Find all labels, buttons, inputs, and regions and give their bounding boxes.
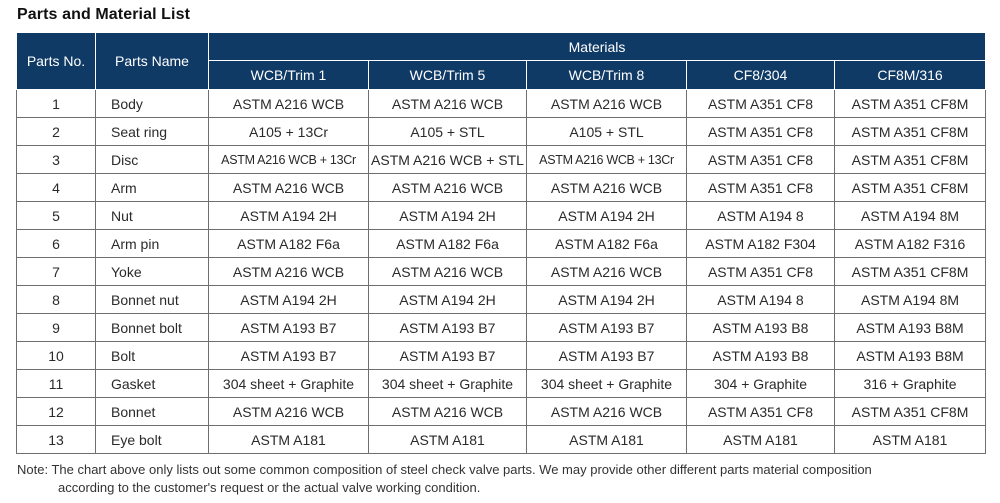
part-name-cell: Nut bbox=[96, 202, 209, 230]
material-cell: 304 sheet + Graphite bbox=[209, 370, 369, 398]
table-row bbox=[17, 370, 986, 398]
material-cell: 316 + Graphite bbox=[835, 370, 986, 398]
material-cell: ASTM A181 bbox=[209, 426, 369, 454]
material-cell: ASTM A194 8 bbox=[687, 202, 835, 230]
part-name-cell: Bolt bbox=[96, 342, 209, 370]
material-cell: ASTM A216 WCB + 13Cr bbox=[527, 146, 687, 174]
material-cell: ASTM A216 WCB bbox=[369, 90, 527, 118]
material-cell: ASTM A194 2H bbox=[527, 286, 687, 314]
table-row bbox=[17, 426, 986, 454]
material-cell: A105 + 13Cr bbox=[209, 118, 369, 146]
part-name-cell: Bonnet nut bbox=[96, 286, 209, 314]
part-number-cell: 9 bbox=[17, 314, 96, 342]
material-cell: A105 + STL bbox=[527, 118, 687, 146]
part-name-cell: Seat ring bbox=[96, 118, 209, 146]
header-material-column: CF8M/316 bbox=[835, 61, 986, 90]
material-cell: ASTM A351 CF8 bbox=[687, 174, 835, 202]
header-parts-name: Parts Name bbox=[96, 33, 209, 90]
material-cell: 304 + Graphite bbox=[687, 370, 835, 398]
material-cell: ASTM A182 F6a bbox=[527, 230, 687, 258]
material-cell: ASTM A216 WCB bbox=[527, 174, 687, 202]
material-cell: ASTM A182 F304 bbox=[687, 230, 835, 258]
part-number-cell: 13 bbox=[17, 426, 96, 454]
material-cell: ASTM A182 F6a bbox=[369, 230, 527, 258]
material-cell: ASTM A181 bbox=[527, 426, 687, 454]
material-cell: ASTM A194 2H bbox=[369, 286, 527, 314]
material-cell: ASTM A216 WCB bbox=[209, 258, 369, 286]
table-row bbox=[17, 118, 986, 146]
material-cell: ASTM A216 WCB bbox=[369, 258, 527, 286]
material-cell: ASTM A193 B8M bbox=[835, 314, 986, 342]
material-cell: ASTM A194 8 bbox=[687, 286, 835, 314]
part-number-cell: 2 bbox=[17, 118, 96, 146]
material-cell: ASTM A193 B8 bbox=[687, 314, 835, 342]
part-number-cell: 5 bbox=[17, 202, 96, 230]
header-materials: Materials bbox=[209, 33, 986, 61]
parts-material-table bbox=[16, 32, 986, 454]
material-cell: A105 + STL bbox=[369, 118, 527, 146]
part-name-cell: Eye bolt bbox=[96, 426, 209, 454]
material-cell: ASTM A216 WCB bbox=[527, 258, 687, 286]
material-cell: ASTM A351 CF8M bbox=[835, 174, 986, 202]
material-cell: ASTM A181 bbox=[687, 426, 835, 454]
material-cell: ASTM A193 B7 bbox=[369, 314, 527, 342]
material-cell: 304 sheet + Graphite bbox=[369, 370, 527, 398]
table-header bbox=[17, 33, 986, 90]
material-cell: ASTM A216 WCB bbox=[209, 174, 369, 202]
part-number-cell: 3 bbox=[17, 146, 96, 174]
material-cell: ASTM A193 B7 bbox=[527, 314, 687, 342]
table-row bbox=[17, 174, 986, 202]
material-cell: ASTM A216 WCB + 13Cr bbox=[209, 146, 369, 174]
material-cell: ASTM A216 WCB bbox=[209, 90, 369, 118]
table-row bbox=[17, 202, 986, 230]
material-cell: ASTM A194 2H bbox=[209, 202, 369, 230]
material-cell: ASTM A216 WCB bbox=[369, 174, 527, 202]
material-cell: ASTM A216 WCB bbox=[527, 90, 687, 118]
material-cell: ASTM A194 2H bbox=[527, 202, 687, 230]
part-number-cell: 12 bbox=[17, 398, 96, 426]
material-cell: ASTM A193 B7 bbox=[369, 342, 527, 370]
table-row bbox=[17, 258, 986, 286]
table-row bbox=[17, 398, 986, 426]
material-cell: 304 sheet + Graphite bbox=[527, 370, 687, 398]
part-number-cell: 11 bbox=[17, 370, 96, 398]
header-material-column: WCB/Trim 8 bbox=[527, 61, 687, 90]
table-row bbox=[17, 286, 986, 314]
footnote-line-1: Note: The chart above only lists out some common composition of steel check valve parts. We may provide other different parts material composition bbox=[17, 462, 872, 477]
part-name-cell: Bonnet bolt bbox=[96, 314, 209, 342]
part-name-cell: Arm bbox=[96, 174, 209, 202]
part-name-cell: Disc bbox=[96, 146, 209, 174]
material-cell: ASTM A216 WCB bbox=[527, 398, 687, 426]
table-row bbox=[17, 146, 986, 174]
part-number-cell: 10 bbox=[17, 342, 96, 370]
material-cell: ASTM A351 CF8M bbox=[835, 90, 986, 118]
part-name-cell: Body bbox=[96, 90, 209, 118]
material-cell: ASTM A216 WCB + STL bbox=[369, 146, 527, 174]
material-cell: ASTM A193 B8M bbox=[835, 342, 986, 370]
header-material-column: CF8/304 bbox=[687, 61, 835, 90]
part-number-cell: 8 bbox=[17, 286, 96, 314]
table-row bbox=[17, 230, 986, 258]
material-cell: ASTM A216 WCB bbox=[209, 398, 369, 426]
material-cell: ASTM A351 CF8M bbox=[835, 258, 986, 286]
part-name-cell: Yoke bbox=[96, 258, 209, 286]
material-cell: ASTM A193 B7 bbox=[209, 342, 369, 370]
material-cell: ASTM A351 CF8 bbox=[687, 118, 835, 146]
part-number-cell: 1 bbox=[17, 90, 96, 118]
material-cell: ASTM A193 B7 bbox=[209, 314, 369, 342]
material-cell: ASTM A182 F6a bbox=[209, 230, 369, 258]
material-cell: ASTM A194 2H bbox=[209, 286, 369, 314]
material-cell: ASTM A181 bbox=[835, 426, 986, 454]
material-cell: ASTM A194 8M bbox=[835, 202, 986, 230]
material-cell: ASTM A351 CF8 bbox=[687, 258, 835, 286]
material-cell: ASTM A351 CF8 bbox=[687, 398, 835, 426]
part-name-cell: Bonnet bbox=[96, 398, 209, 426]
material-cell: ASTM A351 CF8M bbox=[835, 398, 986, 426]
part-number-cell: 4 bbox=[17, 174, 96, 202]
table-row bbox=[17, 90, 986, 118]
material-cell: ASTM A351 CF8M bbox=[835, 146, 986, 174]
footnote-line-2: according to the customer's request or the actual valve working condition. bbox=[58, 480, 481, 495]
part-number-cell: 7 bbox=[17, 258, 96, 286]
table-row bbox=[17, 342, 986, 370]
material-cell: ASTM A351 CF8 bbox=[687, 90, 835, 118]
table-body bbox=[17, 90, 986, 454]
part-name-cell: Gasket bbox=[96, 370, 209, 398]
material-cell: ASTM A216 WCB bbox=[369, 398, 527, 426]
part-number-cell: 6 bbox=[17, 230, 96, 258]
table-row bbox=[17, 314, 986, 342]
material-cell: ASTM A182 F316 bbox=[835, 230, 986, 258]
header-material-column: WCB/Trim 5 bbox=[369, 61, 527, 90]
header-material-column: WCB/Trim 1 bbox=[209, 61, 369, 90]
material-cell: ASTM A181 bbox=[369, 426, 527, 454]
page-title: Parts and Material List bbox=[17, 6, 191, 23]
material-cell: ASTM A351 CF8M bbox=[835, 118, 986, 146]
material-cell: ASTM A194 2H bbox=[369, 202, 527, 230]
header-parts-no: Parts No. bbox=[17, 33, 96, 90]
footnote bbox=[17, 461, 992, 497]
material-cell: ASTM A193 B8 bbox=[687, 342, 835, 370]
material-cell: ASTM A351 CF8 bbox=[687, 146, 835, 174]
material-cell: ASTM A193 B7 bbox=[527, 342, 687, 370]
part-name-cell: Arm pin bbox=[96, 230, 209, 258]
material-cell: ASTM A194 8M bbox=[835, 286, 986, 314]
